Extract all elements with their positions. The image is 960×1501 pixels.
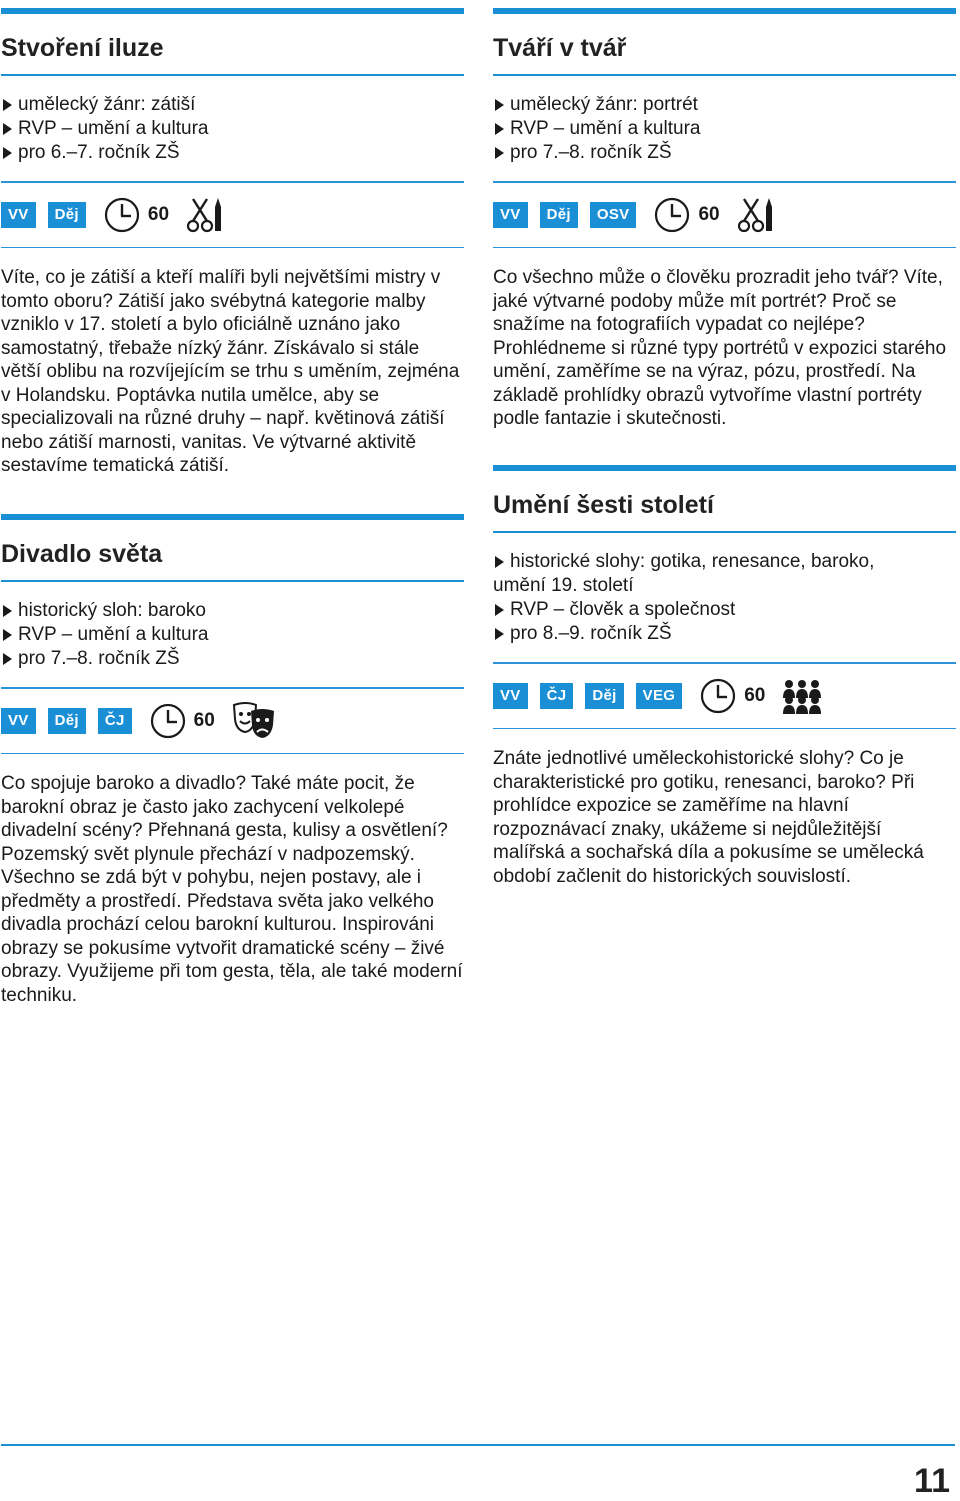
meta-rule: [493, 662, 956, 664]
meta-item: RVP – člověk a společnost: [493, 598, 956, 622]
triangle-bullet-icon: [495, 556, 504, 568]
duration-minutes: 60: [147, 203, 170, 225]
subject-badge: VV: [1, 202, 36, 228]
triangle-bullet-icon: [495, 147, 504, 159]
clock-icon: [654, 197, 690, 233]
meta-rule: [1, 181, 464, 183]
clock-icon: [150, 703, 186, 739]
section-top-bar: [493, 465, 956, 471]
program-description: Znáte jednotlivé uměleckohistorické slohy? Co je charakteristické pro gotiku, renesanci, baroko? Při prohlídce expozice se zaměříme na hlavní rozpoznávací znaky, ukážeme si nejdůležitější malířská a sochařská díla a pokusíme se umělecká období začlenit do historických souvislostí.: [493, 748, 924, 887]
program-description: Co všechno může o člověku prozradit jeho tvář? Víte, jaké výtvarné podoby může mít portrét? Proč se snažíme na fotografiích vypadat co nejlépe? Prohlédneme si různé typy portrétů v expozici starého umění, zaměříme se na výraz, pózu, prostředí. Na základě prohlídky obrazů vytvoříme vlastní portréty podle fantazie i skutečnosti.: [493, 267, 947, 429]
triangle-bullet-icon: [3, 99, 12, 111]
subject-badge: Děj: [540, 202, 578, 228]
meta-rule: [493, 181, 956, 183]
badge-row: [1, 701, 464, 741]
triangle-bullet-icon: [495, 99, 504, 111]
meta-list: [493, 550, 956, 646]
theatre-masks-icon: [231, 701, 277, 741]
subject-badge: VV: [493, 202, 528, 228]
meta-list: [1, 93, 464, 165]
subject-badge: ČJ: [540, 683, 574, 709]
meta-item: pro 6.–7. ročník ZŠ: [1, 141, 464, 165]
meta-item: historický sloh: baroko: [1, 599, 464, 623]
meta-item: historické slohy: gotika, renesance, baroko,: [493, 550, 956, 574]
subject-badge: VV: [1, 708, 36, 734]
section-title: Stvoření iluze: [1, 34, 164, 62]
meta-item: RVP – umění a kultura: [1, 117, 464, 141]
meta-item: pro 8.–9. ročník ZŠ: [493, 622, 956, 646]
triangle-bullet-icon: [3, 653, 12, 665]
section-top-bar: [1, 514, 464, 520]
subject-badge: VEG: [636, 683, 683, 709]
program-divadlo: [1, 514, 464, 1007]
triangle-bullet-icon: [495, 604, 504, 616]
meta-item: umělecký žánr: portrét: [493, 93, 956, 117]
section-title: Umění šesti století: [493, 491, 714, 519]
meta-list: [1, 599, 464, 671]
program-description: Víte, co je zátiší a kteří malíři byli největšími mistry v tomto oboru? Zátiší jako svébytná kategorie malby vzniklo v 17. století a bylo oficiálně uznáno jako samostatný, třebaže nízký žánr. Získávalo si stále větší oblibu na rozvíjejícím se trhu s uměním, zejména v Holandsku. Poptávka nutila umělce, aby se specializovali na různé druhy – např. květinová zátiší nebo zátiší marnosti, vanitas. Ve výtvarné aktivitě sestavíme tematická zátiší.: [1, 267, 460, 476]
meta-list: [493, 93, 956, 165]
scissors-pencil-icon: [736, 195, 776, 235]
program-zatisi: [1, 8, 464, 478]
badge-row: [493, 676, 956, 716]
subject-badge: Děj: [585, 683, 623, 709]
footer-rule: [1, 1444, 955, 1446]
program-portret: [493, 8, 956, 431]
clock-icon: [700, 678, 736, 714]
meta-item-continuation: umění 19. století: [493, 575, 634, 596]
subject-badge: ČJ: [98, 708, 132, 734]
title-rule: [1, 580, 464, 582]
triangle-bullet-icon: [3, 123, 12, 135]
subject-badge: VV: [493, 683, 528, 709]
title-rule: [1, 74, 464, 76]
page-number: 11: [914, 1462, 950, 1500]
subject-badge: Děj: [48, 202, 86, 228]
program-description: Co spojuje baroko a divadlo? Také máte pocit, že barokní obraz je často jako zachycení velkolepé divadelní scény? Přehnaná gesta, kulisy a osvětlení? Pozemský svět plynule přechází v nadpozemský. Všechno se zdá být v pohybu, nejen postavy, ale i předměty a prostředí. Představa světa jako velkého divadla prochází celou barokní kulturou. Inspirováni obrazy se pokusíme vytvořit dramatické scény – živé obrazy. Využijeme při tom gesta, těla, ale také moderní techniku.: [1, 773, 463, 1006]
triangle-bullet-icon: [3, 605, 12, 617]
section-title: Tváří v tvář: [493, 34, 627, 62]
triangle-bullet-icon: [3, 629, 12, 641]
clock-icon: [104, 197, 140, 233]
triangle-bullet-icon: [3, 147, 12, 159]
section-title: Divadlo světa: [1, 540, 163, 568]
triangle-bullet-icon: [495, 628, 504, 640]
badge-rule: [1, 753, 464, 755]
duration-minutes: 60: [698, 203, 720, 225]
meta-item: umělecký žánr: zátiší: [1, 93, 464, 117]
badge-rule: [493, 728, 956, 730]
badge-row: [493, 195, 956, 235]
meta-rule: [1, 687, 464, 689]
subject-badge: OSV: [590, 202, 637, 228]
group-people-icon: [781, 678, 823, 714]
meta-item: RVP – umění a kultura: [1, 623, 464, 647]
scissors-pencil-icon: [185, 195, 225, 235]
badge-rule: [493, 247, 956, 249]
title-rule: [493, 74, 956, 76]
section-top-bar: [1, 8, 464, 14]
duration-minutes: 60: [193, 709, 215, 731]
meta-item: pro 7.–8. ročník ZŠ: [493, 141, 956, 165]
section-top-bar: [493, 8, 956, 14]
meta-item: RVP – umění a kultura: [493, 117, 956, 141]
duration-minutes: 60: [744, 684, 766, 706]
triangle-bullet-icon: [495, 123, 504, 135]
meta-item: pro 7.–8. ročník ZŠ: [1, 647, 464, 671]
subject-badge: Děj: [48, 708, 86, 734]
badge-rule: [1, 247, 464, 249]
title-rule: [493, 531, 956, 533]
program-stoleti: [493, 465, 956, 888]
badge-row: [1, 195, 464, 235]
